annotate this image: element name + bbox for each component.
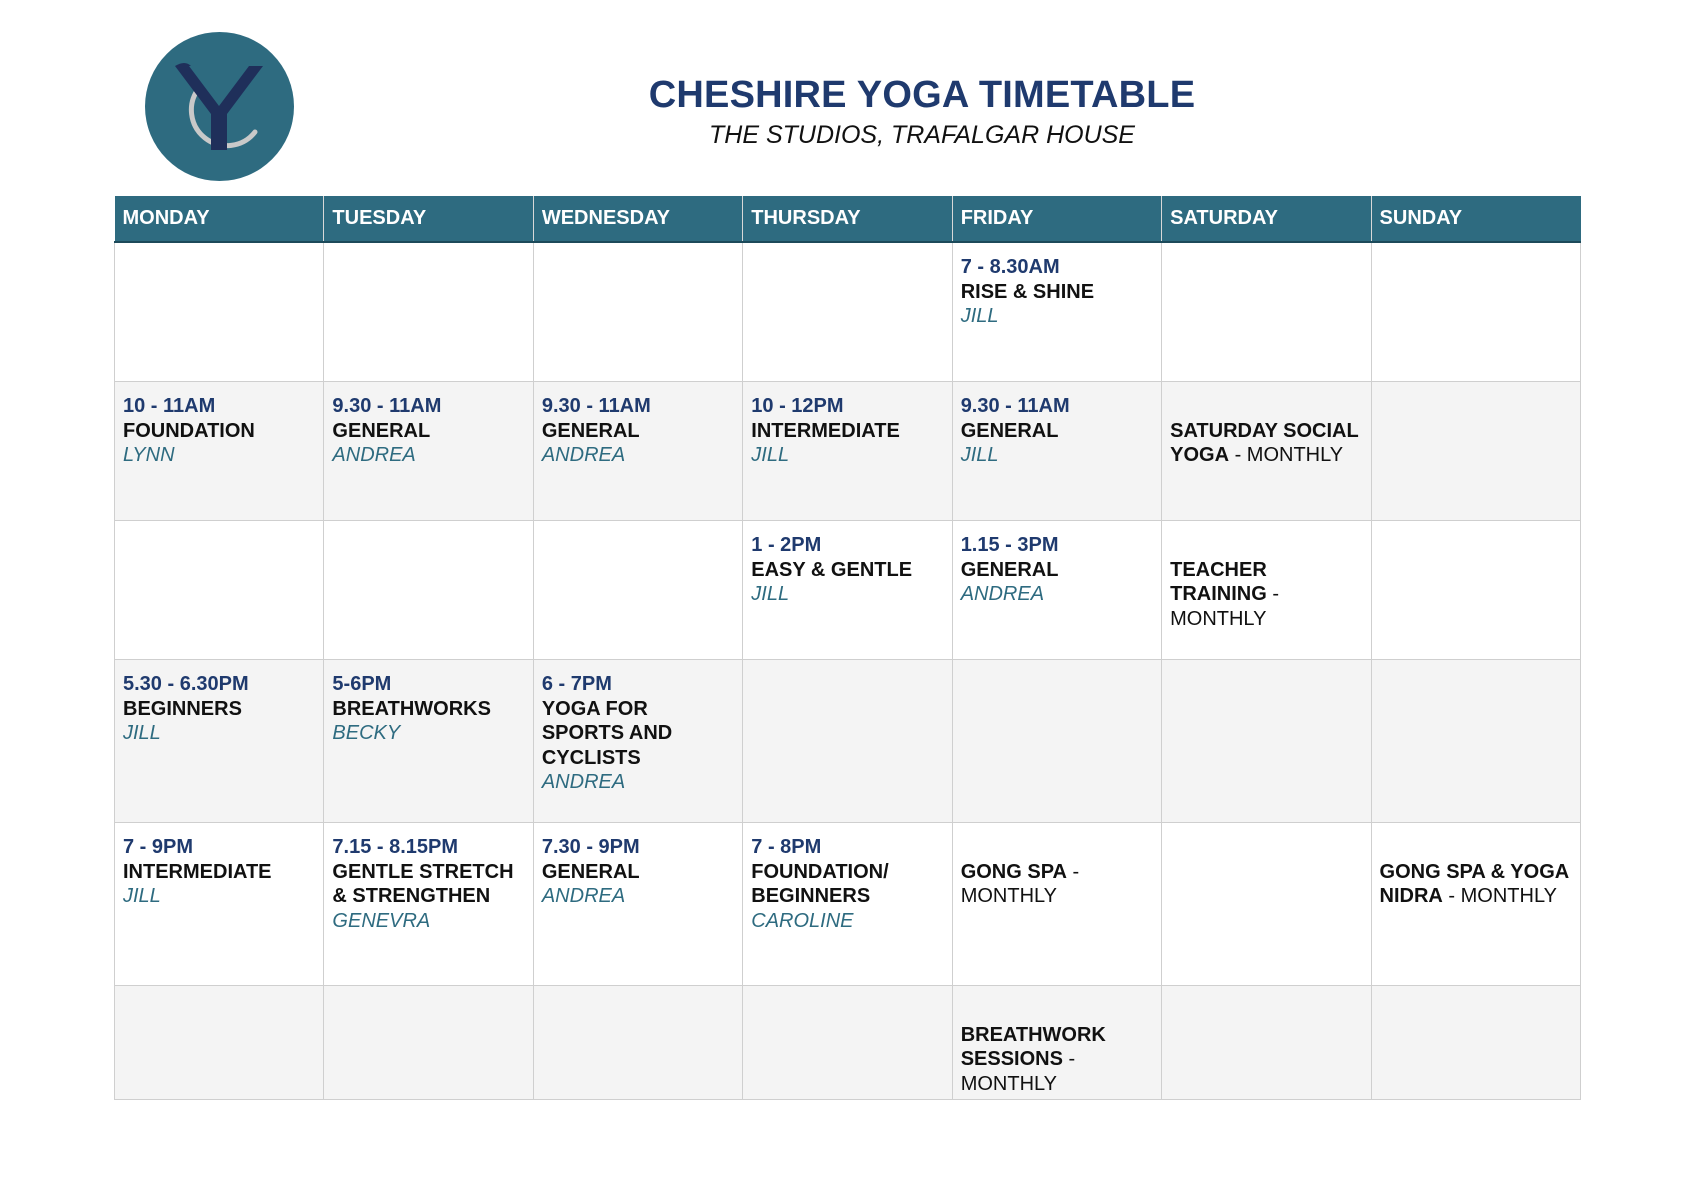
- timetable-row: [115, 823, 1581, 986]
- day-header-row: [115, 196, 1581, 242]
- timetable-cell: [533, 823, 742, 986]
- class-name-block: [961, 280, 1153, 305]
- timetable-cell: [1371, 660, 1580, 823]
- class-teacher: LYNN: [123, 444, 175, 466]
- timetable-cell: [952, 823, 1161, 986]
- class-name-block: [751, 558, 943, 583]
- class-frequency: - MONTHLY: [1170, 583, 1279, 630]
- timetable-cell: [1371, 521, 1580, 660]
- class-name-block: [961, 860, 1153, 909]
- timetable-cell: [743, 242, 952, 382]
- time-spacer: [961, 835, 1153, 860]
- timetable-cell: [115, 382, 324, 521]
- timetable-cell: [743, 660, 952, 823]
- class-name: GENERAL: [332, 419, 431, 442]
- timetable-row: [115, 986, 1581, 1100]
- timetable-cell: [743, 986, 952, 1100]
- class-name-block: [542, 419, 734, 444]
- class-teacher: GENEVRA: [332, 909, 431, 932]
- timetable-row: [115, 660, 1581, 823]
- class-teacher: ANDREA: [541, 771, 626, 793]
- class-time: 7.30 - 9PM: [541, 836, 640, 858]
- class-name-block: [332, 697, 524, 722]
- timetable: [114, 196, 1581, 1100]
- class-time: 10 - 11AM: [123, 395, 216, 417]
- class-name-block: [542, 860, 734, 885]
- timetable-cell: [743, 521, 952, 660]
- class-name: GENERAL: [541, 419, 640, 442]
- title-block: [0, 74, 1684, 150]
- day-header-tuesday: TUESDAY: [324, 196, 533, 242]
- day-header-thursday: THURSDAY: [743, 196, 952, 242]
- class-name: FOUNDATION: [123, 419, 255, 442]
- class-name: BREATHWORK SESSIONS: [960, 1023, 1106, 1070]
- class-time: 7 - 8.30AM: [960, 256, 1060, 278]
- class-name-block: [751, 419, 943, 444]
- class-frequency: - MONTHLY: [1229, 444, 1344, 466]
- timetable-cell: [1162, 660, 1371, 823]
- class-frequency: - MONTHLY: [1442, 885, 1557, 907]
- timetable-cell: [324, 521, 533, 660]
- class-teacher: JILL: [960, 444, 999, 466]
- class-frequency: - MONTHLY: [960, 860, 1080, 907]
- timetable-cell: [324, 382, 533, 521]
- timetable-cell: [952, 242, 1161, 382]
- class-name-block: [961, 1023, 1153, 1097]
- class-name-block: [332, 419, 524, 444]
- class-name-block: [961, 419, 1153, 444]
- class-teacher: ANDREA: [332, 444, 416, 466]
- class-teacher: JILL: [751, 583, 790, 605]
- timetable-cell: [952, 521, 1161, 660]
- timetable-cell: [952, 986, 1161, 1100]
- class-teacher: JILL: [123, 885, 161, 907]
- class-teacher: JILL: [123, 722, 161, 744]
- timetable-row: [115, 382, 1581, 521]
- class-name-block: [1380, 860, 1572, 909]
- day-header-monday: MONDAY: [115, 196, 324, 242]
- class-name: BREATHWORKS: [332, 697, 491, 720]
- class-name: SATURDAY SOCIAL YOGA: [1170, 419, 1359, 466]
- timetable-cell: [533, 242, 742, 382]
- class-time: 1.15 - 3PM: [960, 534, 1059, 556]
- timetable-cell: [952, 660, 1161, 823]
- timetable-cell: [115, 521, 324, 660]
- class-name: GENERAL: [960, 419, 1059, 442]
- time-spacer: [961, 998, 1153, 1023]
- class-time: 5.30 - 6.30PM: [123, 673, 249, 695]
- class-name: RISE & SHINE: [960, 280, 1095, 303]
- class-name-block: [123, 697, 315, 722]
- class-teacher: ANDREA: [541, 885, 626, 907]
- class-time: 6 - 7PM: [541, 673, 612, 695]
- timetable-row: [115, 242, 1581, 382]
- class-name-block: [123, 860, 315, 885]
- class-name: YOGA FOR SPORTS AND CYCLISTS: [541, 697, 673, 769]
- class-time: 1 - 2PM: [751, 534, 822, 556]
- timetable-cell: [743, 823, 952, 986]
- class-teacher: ANDREA: [541, 444, 626, 466]
- timetable-cell: [324, 823, 533, 986]
- timetable-cell: [1371, 242, 1580, 382]
- timetable-cell: [324, 660, 533, 823]
- class-teacher: JILL: [960, 305, 999, 327]
- class-teacher: BECKY: [332, 722, 401, 744]
- time-spacer: [1170, 533, 1362, 558]
- class-name: BEGINNERS: [123, 697, 242, 720]
- day-header-saturday: SATURDAY: [1162, 196, 1371, 242]
- timetable-cell: [743, 382, 952, 521]
- class-name: TEACHER TRAINING: [1170, 558, 1267, 605]
- class-name: FOUNDATION/ BEGINNERS: [751, 860, 889, 907]
- timetable-cell: [533, 521, 742, 660]
- class-name: EASY & GENTLE: [751, 558, 913, 581]
- class-name: GENERAL: [541, 860, 640, 883]
- timetable-cell: [1162, 986, 1371, 1100]
- timetable-cell: [533, 660, 742, 823]
- class-name-block: [542, 697, 734, 771]
- timetable-cell: [1162, 521, 1371, 660]
- class-name-block: [332, 860, 524, 909]
- class-name: GENTLE STRETCH & STRENGTHEN: [332, 860, 514, 907]
- day-header-friday: FRIDAY: [952, 196, 1161, 242]
- timetable-cell: [533, 986, 742, 1100]
- timetable-row: [115, 521, 1581, 660]
- timetable-cell: [115, 660, 324, 823]
- time-spacer: [1380, 835, 1572, 860]
- timetable-cell: [324, 242, 533, 382]
- class-time: 7 - 8PM: [751, 836, 822, 858]
- timetable-cell: [324, 986, 533, 1100]
- page-subtitle: THE STUDIOS, TRAFALGAR HOUSE: [709, 121, 1135, 149]
- class-name: GONG SPA: [960, 860, 1067, 883]
- class-name: GONG SPA & YOGA NIDRA: [1379, 860, 1569, 907]
- day-header-wednesday: WEDNESDAY: [533, 196, 742, 242]
- class-name-block: [1170, 419, 1362, 468]
- class-time: 9.30 - 11AM: [960, 395, 1070, 417]
- timetable-cell: [115, 823, 324, 986]
- class-time: 9.30 - 11AM: [332, 395, 442, 417]
- timetable-cell: [1371, 382, 1580, 521]
- timetable-cell: [1371, 823, 1580, 986]
- class-name-block: [123, 419, 315, 444]
- timetable-cell: [115, 986, 324, 1100]
- class-name-block: [751, 860, 943, 909]
- timetable-cell: [115, 242, 324, 382]
- day-header-sunday: SUNDAY: [1371, 196, 1580, 242]
- timetable-cell: [952, 382, 1161, 521]
- class-frequency: - MONTHLY: [960, 1048, 1076, 1095]
- class-teacher: ANDREA: [960, 583, 1045, 605]
- class-time: 10 - 12PM: [751, 395, 844, 417]
- class-teacher: CAROLINE: [751, 909, 854, 932]
- page-title: CHESHIRE YOGA TIMETABLE: [648, 74, 1196, 116]
- timetable-cell: [1162, 242, 1371, 382]
- class-name: INTERMEDIATE: [751, 419, 900, 442]
- class-name: INTERMEDIATE: [123, 860, 272, 883]
- timetable-cell: [1162, 823, 1371, 986]
- class-name: GENERAL: [960, 558, 1059, 581]
- timetable-cell: [533, 382, 742, 521]
- timetable-cell: [1371, 986, 1580, 1100]
- class-time: 7.15 - 8.15PM: [332, 836, 459, 858]
- class-name-block: [1170, 558, 1362, 632]
- timetable-cell: [1162, 382, 1371, 521]
- time-spacer: [1170, 394, 1362, 419]
- class-time: 5-6PM: [332, 673, 392, 695]
- class-time: 9.30 - 11AM: [541, 395, 651, 417]
- class-teacher: JILL: [751, 444, 790, 466]
- class-name-block: [961, 558, 1153, 583]
- class-time: 7 - 9PM: [123, 836, 194, 858]
